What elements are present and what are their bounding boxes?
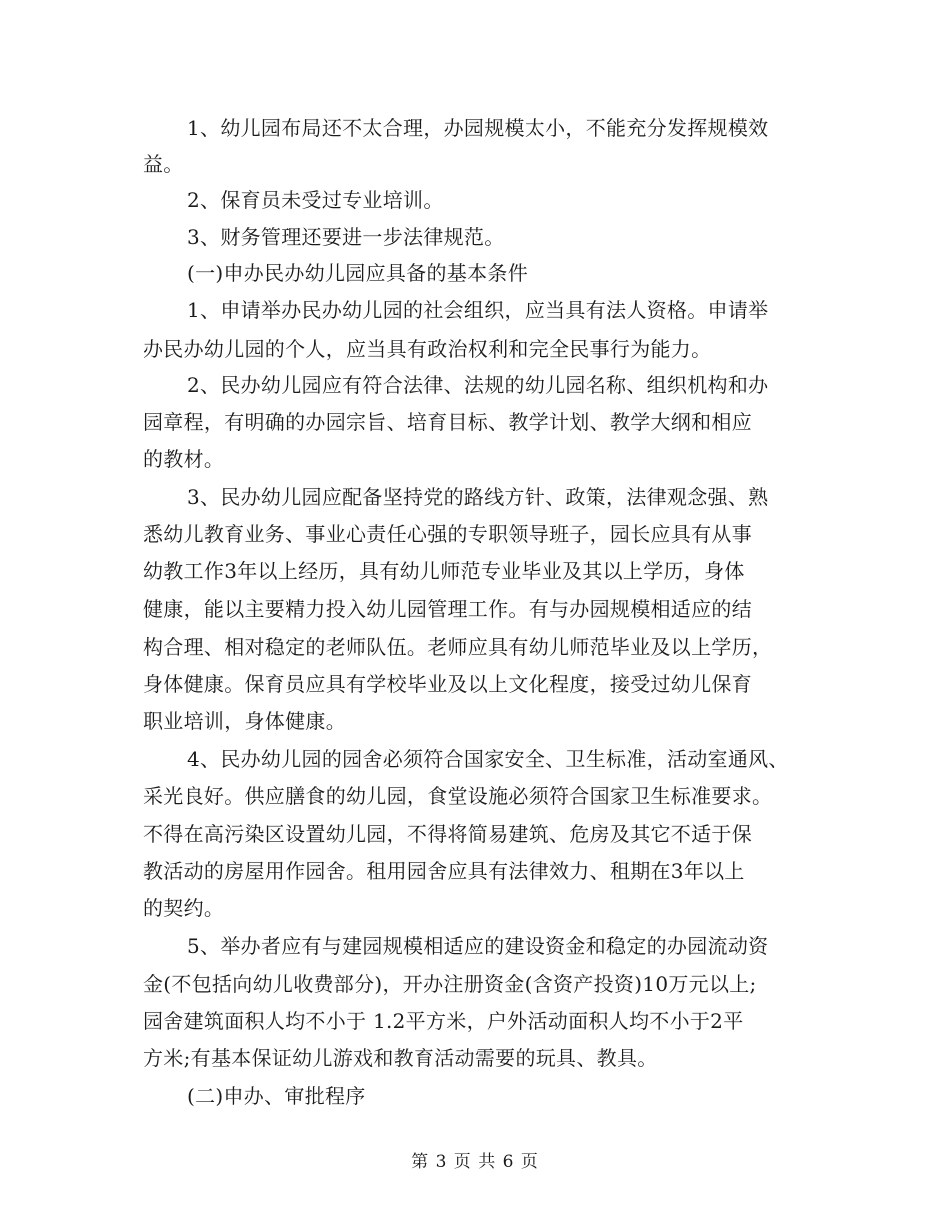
paragraph-2-line-1: 2、保育员未受过专业培训。: [187, 188, 444, 212]
paragraph-8-line-3: 园舍建筑面积人均不小于 1.2平方米，户外活动面积人均不小于2平: [143, 1009, 744, 1033]
paragraph-4-line-2: 办民办幼儿园的个人，应当具有政治权利和完全民事行为能力。: [143, 337, 712, 361]
paragraph-6-line-5: 构合理、相对稳定的老师队伍。老师应具有幼儿师范毕业及以上学历，: [143, 635, 773, 659]
paragraph-6-line-6: 身体健康。保育员应具有学校毕业及以上文化程度，接受过幼儿保育: [143, 672, 752, 696]
section-heading-2: (二)申办、审批程序: [187, 1084, 366, 1108]
paragraph-7-line-1: 4、民办幼儿园的园舍必须符合国家安全、卫生标准，活动室通风、: [187, 747, 789, 771]
paragraph-8-line-2: 金(不包括向幼儿收费部分)，开办注册资金(含资产投资)10万元以上;: [143, 972, 757, 996]
paragraph-6-line-3: 幼教工作3年以上经历，具有幼儿师范专业毕业及其以上学历，身体: [143, 559, 745, 583]
paragraph-7-line-4: 教活动的房屋用作园舍。租用园舍应具有法律效力、租期在3年以上: [143, 859, 745, 883]
paragraph-7-line-5: 的契约。: [143, 896, 225, 920]
paragraph-8-line-1: 5、举办者应有与建园规模相适应的建设资金和稳定的办园流动资: [187, 934, 769, 958]
page-number-footer: 第 3 页 共 6 页: [411, 1152, 539, 1172]
paragraph-6-line-2: 悉幼儿教育业务、事业心责任心强的专职领导班子，园长应具有从事: [143, 522, 752, 546]
paragraph-6-line-7: 职业培训，身体健康。: [143, 709, 346, 733]
paragraph-1-line-2: 益。: [143, 152, 184, 176]
paragraph-6-line-1: 3、民办幼儿园应配备坚持党的路线方针、政策，法律观念强、熟: [187, 485, 769, 509]
paragraph-6-line-4: 健康，能以主要精力投入幼儿园管理工作。有与办园规模相适应的结: [143, 597, 752, 621]
paragraph-8-line-4: 方米;有基本保证幼儿游戏和教育活动需要的玩具、教具。: [143, 1046, 658, 1070]
paragraph-7-line-3: 不得在高污染区设置幼儿园，不得将简易建筑、危房及其它不适于保: [143, 822, 752, 846]
paragraph-5-line-1: 2、民办幼儿园应有符合法律、法规的幼儿园名称、组织机构和办: [187, 373, 769, 397]
paragraph-4-line-1: 1、申请举办民办幼儿园的社会组织，应当具有法人资格。申请举: [187, 298, 769, 322]
section-heading-1: (一)申办民办幼儿园应具备的基本条件: [187, 261, 529, 285]
paragraph-5-line-3: 的教材。: [143, 447, 225, 471]
paragraph-5-line-2: 园章程，有明确的办园宗旨、培育目标、教学计划、教学大纲和相应: [143, 410, 752, 434]
paragraph-7-line-2: 采光良好。供应膳食的幼儿园，食堂设施必须符合国家卫生标准要求。: [143, 784, 773, 808]
paragraph-1-line-1: 1、幼儿园布局还不太合理，办园规模太小，不能充分发挥规模效: [187, 116, 769, 140]
paragraph-3-line-1: 3、财务管理还要进一步法律规范。: [187, 225, 505, 249]
